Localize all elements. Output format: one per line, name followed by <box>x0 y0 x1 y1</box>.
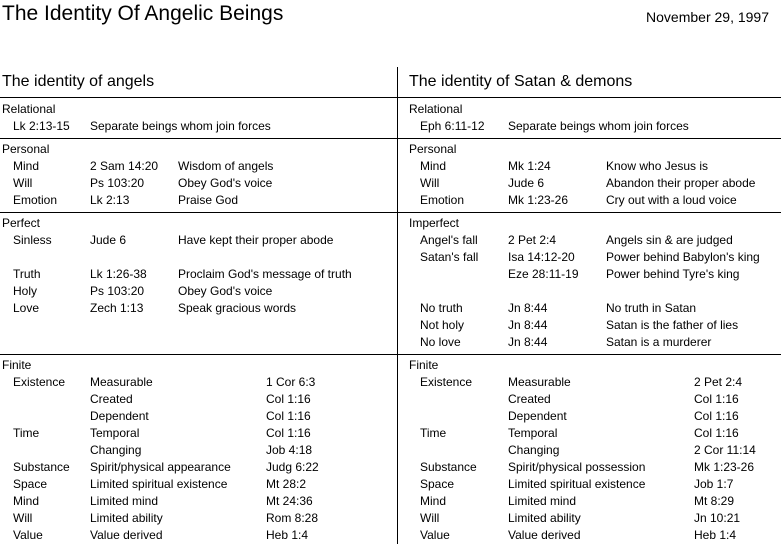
row-reference: Lk 1:26-38 <box>90 267 147 281</box>
row-description: Cry out with a loud voice <box>606 193 737 207</box>
row-description: Obey God's voice <box>178 284 273 298</box>
row-label: Will <box>13 176 33 190</box>
row-reference: Judg 6:22 <box>266 460 319 474</box>
row-reference: Jude 6 <box>508 176 545 190</box>
row-attribute: Limited spiritual existence <box>508 477 646 491</box>
row-label: Love <box>13 301 40 315</box>
row-description: Obey God's voice <box>178 176 273 190</box>
row-label: Value <box>13 528 43 542</box>
row-description: Satan is a murderer <box>606 335 712 349</box>
row-attribute: Dependent <box>90 409 149 423</box>
row-attribute: Spirit/physical possession <box>508 460 646 474</box>
row-reference: Ps 103:20 <box>90 176 145 190</box>
row-reference: Jude 6 <box>90 233 127 247</box>
row-attribute: Limited mind <box>90 494 159 508</box>
row-label: No love <box>420 335 461 349</box>
row-description: Satan is the father of lies <box>606 318 739 332</box>
row-attribute: Limited ability <box>508 511 581 525</box>
row-reference: Mt 8:29 <box>694 494 735 508</box>
row-reference: Col 1:16 <box>694 409 739 423</box>
row-label: Satan's fall <box>420 250 479 264</box>
row-attribute: Temporal <box>508 426 558 440</box>
row-reference: 2 Pet 2:4 <box>508 233 557 247</box>
row-reference: Eph 6:11-12 <box>420 119 485 133</box>
row-description: Speak gracious words <box>178 301 297 315</box>
row-attribute: Measurable <box>508 375 571 389</box>
row-reference: Mk 1:23-26 <box>694 460 755 474</box>
row-label: Substance <box>13 460 70 474</box>
row-description: Have kept their proper abode <box>178 233 334 247</box>
section-title: Finite <box>2 358 32 372</box>
row-attribute: Created <box>90 392 133 406</box>
row-description: Praise God <box>178 193 239 207</box>
row-reference: 2 Pet 2:4 <box>694 375 743 389</box>
date-label: November 29, 1997 <box>646 9 769 25</box>
row-label: Time <box>420 426 447 440</box>
row-reference: Zech 1:13 <box>90 301 144 315</box>
row-reference: 1 Cor 6:3 <box>266 375 316 389</box>
row-label: Holy <box>13 284 38 298</box>
row-attribute: Changing <box>508 443 560 457</box>
row-attribute: Limited mind <box>508 494 577 508</box>
row-label: Space <box>420 477 455 491</box>
row-label: Emotion <box>13 193 58 207</box>
row-reference: Jn 8:44 <box>508 318 548 332</box>
row-reference: Col 1:16 <box>694 392 739 406</box>
divider-personal <box>0 212 781 213</box>
row-reference: Lk 2:13-15 <box>13 119 70 133</box>
row-label: No truth <box>420 301 463 315</box>
divider-relational <box>0 138 781 139</box>
row-label: Will <box>420 176 440 190</box>
row-reference: Lk 2:13 <box>90 193 130 207</box>
row-reference: Col 1:16 <box>266 409 311 423</box>
row-reference: Jn 8:44 <box>508 301 548 315</box>
row-label: Mind <box>420 159 447 173</box>
row-attribute: Limited ability <box>90 511 163 525</box>
section-title: Relational <box>2 102 56 116</box>
row-label: Space <box>13 477 48 491</box>
row-attribute: Created <box>508 392 551 406</box>
row-reference: Isa 14:12-20 <box>508 250 575 264</box>
row-reference: Mt 24:36 <box>266 494 313 508</box>
row-label: Emotion <box>420 193 465 207</box>
section-title: Personal <box>409 142 457 156</box>
row-reference: Job 4:18 <box>266 443 313 457</box>
divider-heading <box>0 97 781 98</box>
section-title: Imperfect <box>409 216 460 230</box>
row-label: Will <box>420 511 440 525</box>
row-attribute: Value derived <box>508 528 581 542</box>
row-label: Time <box>13 426 40 440</box>
row-label: Truth <box>13 267 41 281</box>
row-reference: Mt 28:2 <box>266 477 307 491</box>
row-label: Mind <box>13 159 40 173</box>
row-reference: Jn 10:21 <box>694 511 741 525</box>
row-reference: Heb 1:4 <box>266 528 309 542</box>
row-reference: Mk 1:24 <box>508 159 551 173</box>
row-reference: Eze 28:11-19 <box>508 267 579 281</box>
page-title: The Identity Of Angelic Beings <box>2 2 284 25</box>
section-title: Personal <box>2 142 50 156</box>
row-label: Existence <box>420 375 473 389</box>
section-title: Perfect <box>2 216 41 230</box>
column-divider <box>397 67 398 544</box>
row-description: Wisdom of angels <box>178 159 274 173</box>
row-label: Value <box>420 528 450 542</box>
row-description: Know who Jesus is <box>606 159 709 173</box>
row-label: Will <box>13 511 33 525</box>
section-title: Finite <box>409 358 439 372</box>
row-label: Mind <box>420 494 447 508</box>
row-reference: Ps 103:20 <box>90 284 145 298</box>
row-description: No truth in Satan <box>606 301 697 315</box>
row-reference: 2 Sam 14:20 <box>90 159 159 173</box>
row-description: Abandon their proper abode <box>606 176 756 190</box>
row-attribute: Changing <box>90 443 142 457</box>
row-attribute: Value derived <box>90 528 163 542</box>
row-description: Separate beings whom join forces <box>508 119 689 133</box>
row-attribute: Measurable <box>90 375 153 389</box>
row-description: Power behind Babylon's king <box>606 250 760 264</box>
row-label: Angel's fall <box>420 233 478 247</box>
row-reference: Job 1:7 <box>694 477 734 491</box>
row-description: Proclaim God's message of truth <box>178 267 352 281</box>
row-label: Substance <box>420 460 477 474</box>
row-attribute: Spirit/physical appearance <box>90 460 231 474</box>
row-description: Separate beings whom join forces <box>90 119 271 133</box>
divider-perfect <box>0 354 781 355</box>
row-label: Sinless <box>13 233 52 247</box>
row-reference: Mk 1:23-26 <box>508 193 569 207</box>
row-attribute: Dependent <box>508 409 567 423</box>
row-label: Not holy <box>420 318 465 332</box>
row-reference: Col 1:16 <box>266 392 311 406</box>
row-label: Mind <box>13 494 40 508</box>
row-description: Angels sin & are judged <box>606 233 733 247</box>
row-reference: 2 Cor 11:14 <box>694 443 756 457</box>
row-attribute: Limited spiritual existence <box>90 477 228 491</box>
row-reference: Col 1:16 <box>694 426 739 440</box>
row-reference: Jn 8:44 <box>508 335 548 349</box>
section-title: Relational <box>409 102 463 116</box>
row-attribute: Temporal <box>90 426 140 440</box>
row-label: Existence <box>13 375 66 389</box>
row-reference: Col 1:16 <box>266 426 311 440</box>
right-column-heading: The identity of Satan & demons <box>409 73 633 90</box>
row-description: Power behind Tyre's king <box>606 267 740 281</box>
row-reference: Heb 1:4 <box>694 528 737 542</box>
left-column-heading: The identity of angels <box>2 73 155 90</box>
row-reference: Rom 8:28 <box>266 511 319 525</box>
